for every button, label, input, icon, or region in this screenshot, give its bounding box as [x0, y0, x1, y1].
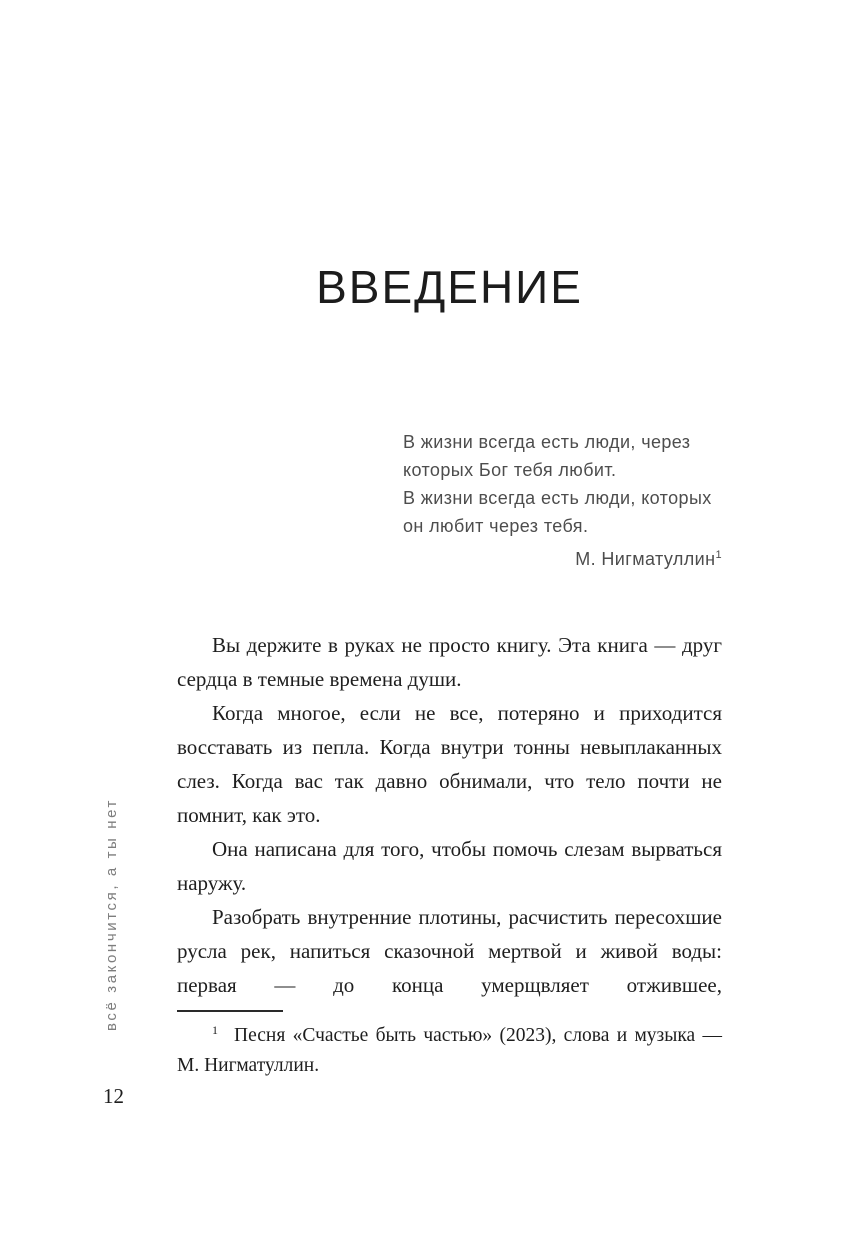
epigraph-attribution	[403, 545, 722, 573]
body-paragraph: Она написана для того, чтобы помочь слезам вырваться наружу.	[177, 837, 722, 895]
footnote-text	[177, 1021, 722, 1081]
body-paragraph: Когда многое, если не все, потеряно и приходится восставать из пепла. Когда внутри тонны невыплаканных слез. Когда вас так давно обнимали, что тело почти не помнит, как это.	[177, 701, 722, 827]
epigraph-line: В жизни всегда есть люди, через	[403, 432, 691, 452]
chapter-title: ВВЕДЕНИЕ	[316, 261, 583, 313]
epigraph	[403, 428, 722, 573]
epigraph-line: он любит через тебя.	[403, 516, 589, 536]
body-paragraph: Вы держите в руках не просто книгу. Эта книга — друг сердца в темные времена души.	[177, 633, 722, 691]
side-book-title: всё закончится, а ты нет	[103, 798, 120, 1031]
page-number: 12	[103, 1084, 124, 1108]
footnote-ref-marker: 1	[715, 549, 722, 561]
footnote-divider	[177, 1010, 283, 1012]
epigraph-attribution-name: М. Нигматуллин	[575, 549, 716, 569]
footnote-body: Песня «Счастье быть частью» (2023), слова и музыка — М. Нигматуллин.	[177, 1025, 722, 1076]
content-column	[177, 0, 722, 1081]
epigraph-line: которых Бог тебя любит.	[403, 460, 617, 480]
footnote	[177, 1010, 722, 1081]
body-paragraph: Разобрать внутренние плотины, расчистить пересохшие русла рек, напиться сказочной мертвой и живой воды: первая — до конца умерщвляет отжившее,	[177, 905, 722, 997]
epigraph-line: В жизни всегда есть люди, которых	[403, 488, 712, 508]
body-text	[177, 628, 722, 1002]
footnote-marker: 1	[212, 1022, 218, 1037]
